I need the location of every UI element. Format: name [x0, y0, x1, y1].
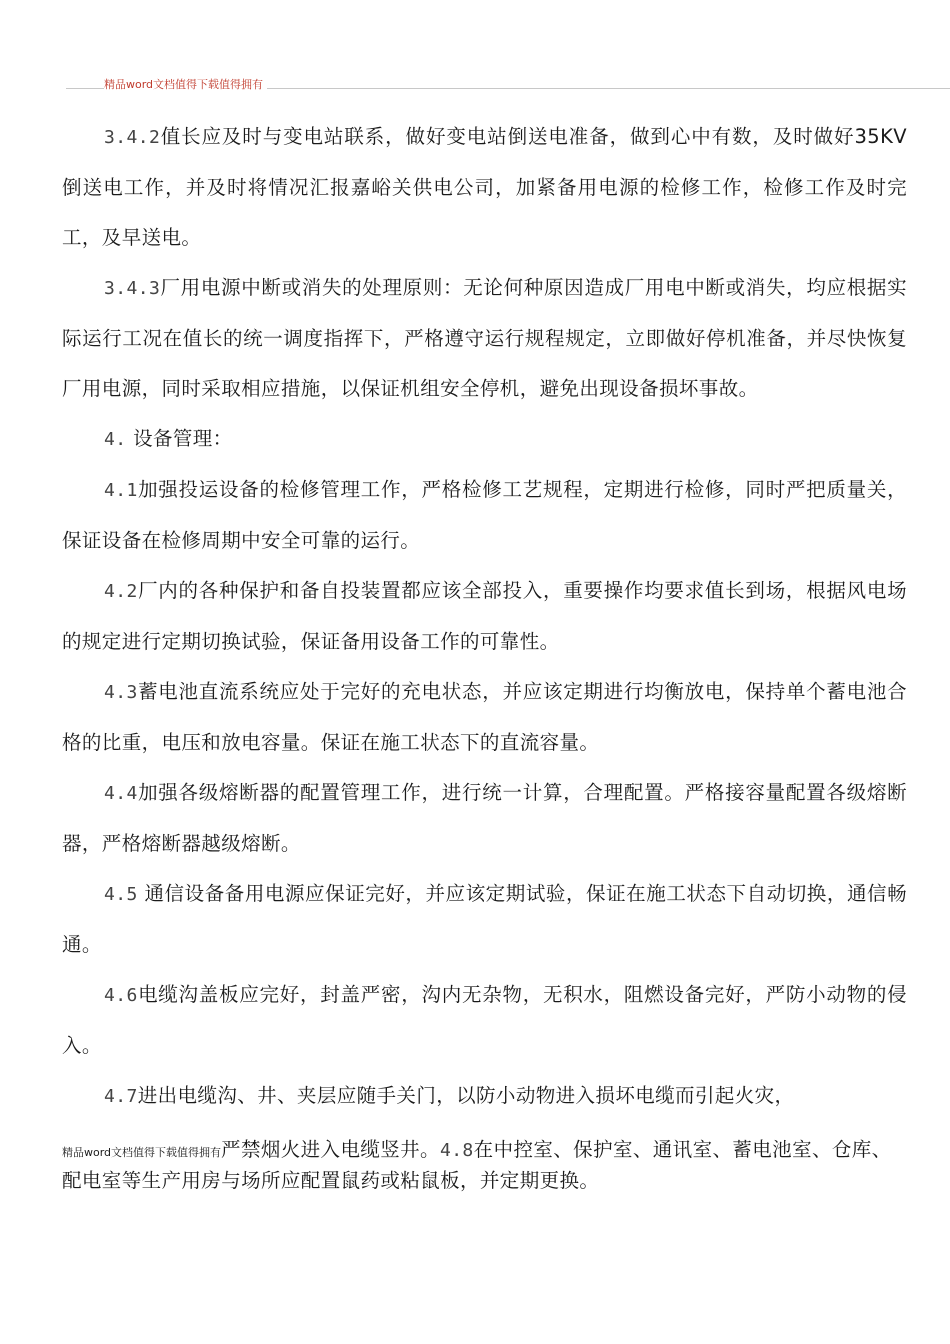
- paragraph-4-3: [62, 667, 907, 768]
- clause-number: 4.6: [104, 985, 138, 1006]
- paragraph-4-2: [62, 566, 907, 667]
- section-heading-4: [62, 414, 907, 465]
- paragraph-text: 厂内的各种保护和备自投装置都应该全部投入，重要操作均要求值长到场，根据风电场的规定进行定期切换试验，保证备用设备工作的可靠性。: [62, 579, 907, 653]
- paragraph-4-6: [62, 970, 907, 1071]
- paragraph-4-1: [62, 465, 907, 566]
- clause-number: 4.5: [104, 884, 138, 905]
- footer-text-a: 严禁烟火进入电缆竖井。: [221, 1138, 440, 1161]
- paragraph-text: 电缆沟盖板应完好，封盖严密，沟内无杂物，无积水，阻燃设备完好，严防小动物的侵入。: [62, 983, 907, 1057]
- clause-number: 4.4: [104, 783, 138, 804]
- clause-number: 4.7: [104, 1086, 138, 1107]
- paragraph-text: 加强各级熔断器的配置管理工作，进行统一计算，合理配置。严格接容量配置各级熔断器，严格熔断器越级熔断。: [62, 781, 907, 855]
- clause-number: 4.2: [104, 581, 138, 602]
- clause-number: 4.3: [104, 682, 138, 703]
- document-body: [62, 112, 907, 1122]
- footer-text-b: 在中控室、保护室、通讯室、蓄电池室、仓库、配电室等生产用房与场所应配置鼠药或粘鼠板，并定期更换。: [62, 1138, 892, 1192]
- paragraph-text: 蓄电池直流系统应处于完好的充电状态，并应该定期进行均衡放电，保持单个蓄电池合格的比重，电压和放电容量。保证在施工状态下的直流容量。: [62, 680, 907, 754]
- section-heading-text: 设备管理：: [126, 427, 233, 450]
- paragraph-text: 厂用电源中断或消失的处理原则：无论何种原因造成厂用电中断或消失，均应根据实际运行工况在值长的统一调度指挥下，严格遵守运行规程规定，立即做好停机准备，并尽快恢复厂用电源，同时采取相应措施，以保证机组安全停机，避免出现设备损坏事故。: [62, 276, 907, 400]
- paragraph-4-4: [62, 768, 907, 869]
- paragraph-3-4-2: [62, 112, 907, 263]
- paragraph-text: 加强投运设备的检修管理工作，严格检修工艺规程，定期进行检修，同时严把质量关，保证设备在检修周期中安全可靠的运行。: [62, 478, 907, 552]
- clause-number: 3.4.3: [104, 278, 161, 299]
- paragraph-3-4-3: [62, 263, 907, 414]
- clause-number: 4.8: [439, 1140, 474, 1161]
- paragraph-text: 值长应及时与变电站联系，做好变电站倒送电准备，做到心中有数，及时做好35KV倒送电工作，并及时将情况汇报嘉峪关供电公司，加紧备用电源的检修工作，检修工作及时完工，及早送电。: [62, 125, 907, 249]
- paragraph-text: 进出电缆沟、井、夹层应随手关门，以防小动物进入损坏电缆而引起火灾，: [137, 1084, 795, 1107]
- paragraph-4-5: [62, 869, 907, 970]
- clause-number: 3.4.2: [104, 127, 161, 148]
- clause-number: 4.1: [104, 480, 138, 501]
- clause-number: 4.: [104, 429, 127, 450]
- paragraph-text: 通信设备备用电源应保证完好，并应该定期试验，保证在施工状态下自动切换，通信畅通。: [62, 882, 907, 956]
- page-footer: [62, 1136, 892, 1195]
- footer-watermark: 精品word文档值得下载值得拥有: [62, 1146, 222, 1159]
- paragraph-4-7: [62, 1071, 907, 1122]
- header-watermark: 精品word文档值得下载值得拥有: [104, 78, 267, 92]
